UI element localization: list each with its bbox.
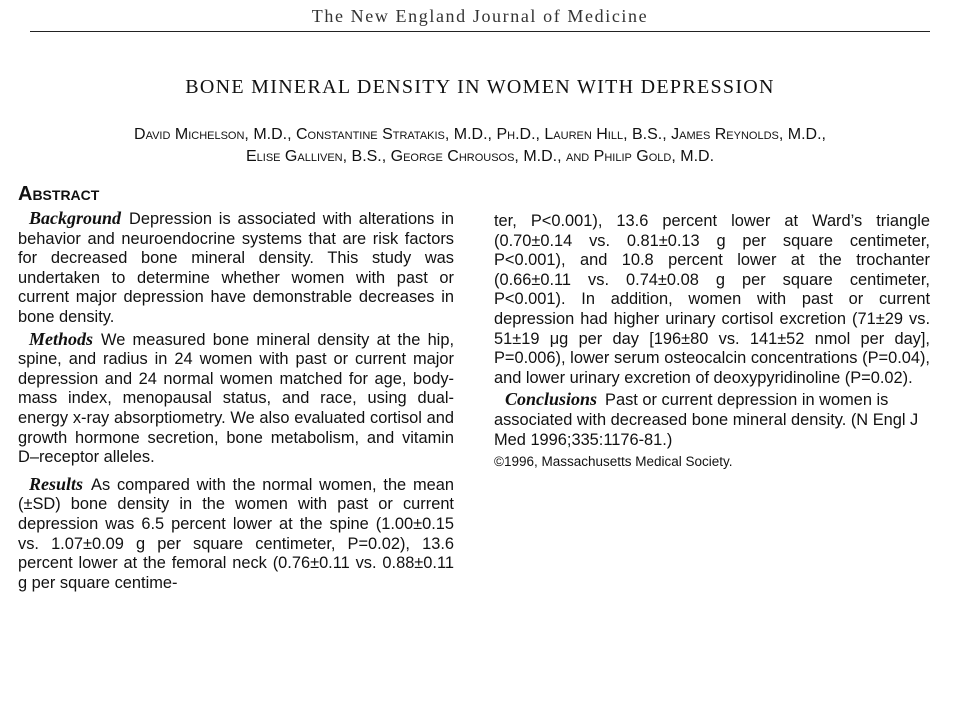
- methods-label: Methods: [29, 328, 94, 349]
- abstract-heading: Abstract: [18, 183, 100, 205]
- results-label: Results: [29, 473, 84, 494]
- abstract-column-left: [18, 209, 454, 595]
- journal-header: [30, 0, 930, 32]
- background-label: Background: [29, 208, 122, 228]
- authors-line-1: David Michelson, M.D., Constantine Stratakis, M.D., Ph.D., Lauren Hill, B.S., James Reynolds, M.D.,: [134, 126, 826, 143]
- background-paragraph: [18, 209, 454, 328]
- background-text: Depression is associated with alterations in behavior and neuroendocrine systems that are risk factors for decreased bone mineral density. This study was undertaken to determine whether women with past or current major depression have demonstrable decreases in bone density.: [18, 210, 454, 326]
- journal-name: The New England Journal of Medicine: [311, 6, 649, 26]
- conclusions-text: Past or current depression in women is associated with decreased bone mineral density. (N Engl J Med 1996;335:1176-81.): [494, 391, 919, 449]
- results-continuation: [494, 212, 930, 388]
- methods-text: We measured bone mineral density at the hip, spine, and radius in 24 women with past or current major depression and 24 normal women matched for age, body-mass index, menopausal status, and race, using dual-energy x-ray absorptiometry. We also evaluated cortisol and growth hormone secretion, bone metabolism, and vitamin D–receptor alleles.: [18, 330, 454, 467]
- copyright-notice: ©1996, Massachusetts Medical Society.: [494, 454, 733, 470]
- methods-paragraph: [18, 330, 454, 468]
- abstract-column-right: [494, 212, 930, 472]
- results-text-left: As compared with the normal women, the mean (±SD) bone density in the women with past or current depression was 6.5 percent lower at the spine (1.00±0.15 vs. 1.07±0.09 g per square centimeter, P=0.02), 13.6 percent lower at the femoral neck (0.76±0.11 vs. 0.88±0.11 g per square centime-: [18, 475, 454, 592]
- results-text-right: ter, P<0.001), 13.6 percent lower at Ward’s triangle (0.70±0.14 vs. 0.81±0.13 g per square centimeter, P<0.001), and 10.8 percent lower at the trochanter (0.66±0.11 vs. 0.74±0.08 g per square centimeter, P<0.001). In addition, women with past or current depression had higher urinary cortisol excretion (71±29 vs. 51±19 μg per day [196±80 vs. 141±52 nmol per day], P=0.006), lower serum osteocalcin concentrations (P=0.04), and lower urinary excretion of deoxypyridinoline (P=0.02).: [494, 212, 930, 387]
- results-paragraph: [18, 475, 454, 594]
- conclusions-label: Conclusions: [505, 389, 598, 410]
- conclusions-paragraph: [494, 390, 930, 450]
- authors-line-2: Elise Galliven, B.S., George Chrousos, M.D., and Philip Gold, M.D.: [245, 148, 715, 165]
- author-list: [0, 124, 960, 168]
- article-title: BONE MINERAL DENSITY IN WOMEN WITH DEPRESSION: [185, 76, 775, 98]
